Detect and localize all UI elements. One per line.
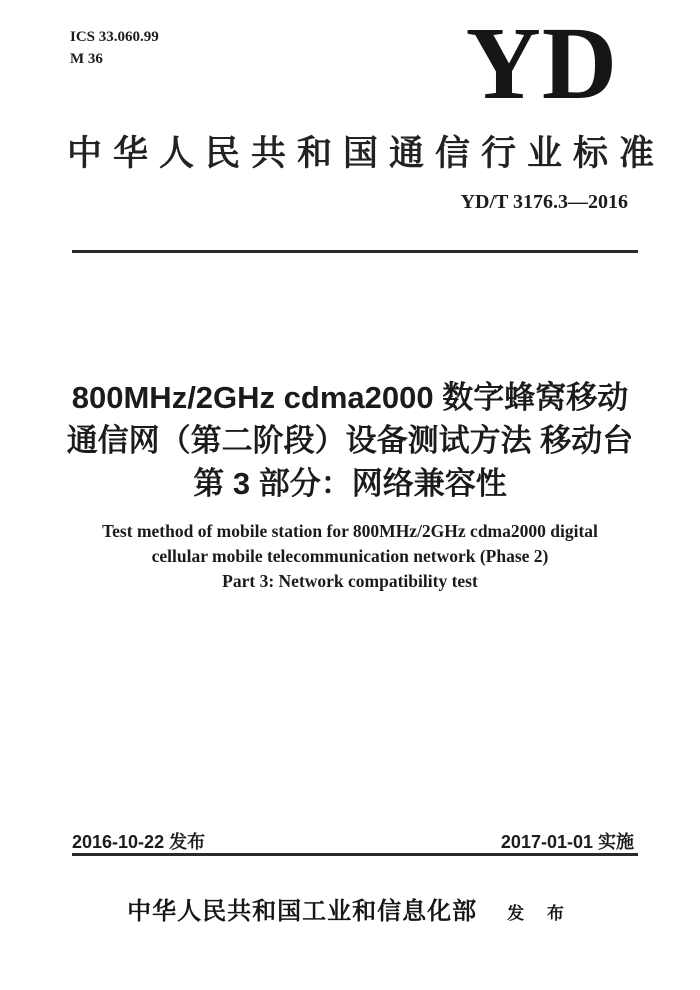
- footer-rule: [72, 853, 638, 856]
- standard-number: YD/T 3176.3—2016: [460, 191, 628, 213]
- title-english: [0, 519, 700, 594]
- doc-class-code: M 36: [70, 51, 103, 67]
- dates-row: [72, 828, 634, 854]
- publish-label: 发 布: [507, 904, 573, 923]
- title-en-line-3: Part 3: Network compatibility test: [222, 571, 478, 591]
- standard-category-title: 中华人民共和国通信行业标准: [67, 134, 666, 173]
- publisher-name: 中华人民共和国工业和信息化部: [127, 898, 478, 925]
- header-rule: [72, 250, 638, 253]
- title-cn-line-2: 通信网（第二阶段）设备测试方法 移动台: [66, 423, 634, 458]
- issue-date: 2016-10-22 发布: [72, 832, 206, 852]
- yd-logo: YD: [465, 6, 618, 121]
- title-en-line-1: Test method of mobile station for 800MHz/2GHz cdma2000 digital: [102, 521, 598, 541]
- ics-code: ICS 33.060.99: [70, 29, 159, 45]
- title-cn-line-3: 第 3 部分：网络兼容性: [193, 466, 507, 501]
- title-en-line-2: cellular mobile telecommunication network (Phase 2): [151, 546, 549, 566]
- implement-date: 2017-01-01 实施: [500, 832, 634, 852]
- title-chinese: [0, 376, 700, 505]
- ics-classification-block: [70, 26, 159, 70]
- publisher-row: [0, 891, 700, 926]
- title-cn-line-1: 800MHz/2GHz cdma2000 数字蜂窝移动: [71, 380, 629, 415]
